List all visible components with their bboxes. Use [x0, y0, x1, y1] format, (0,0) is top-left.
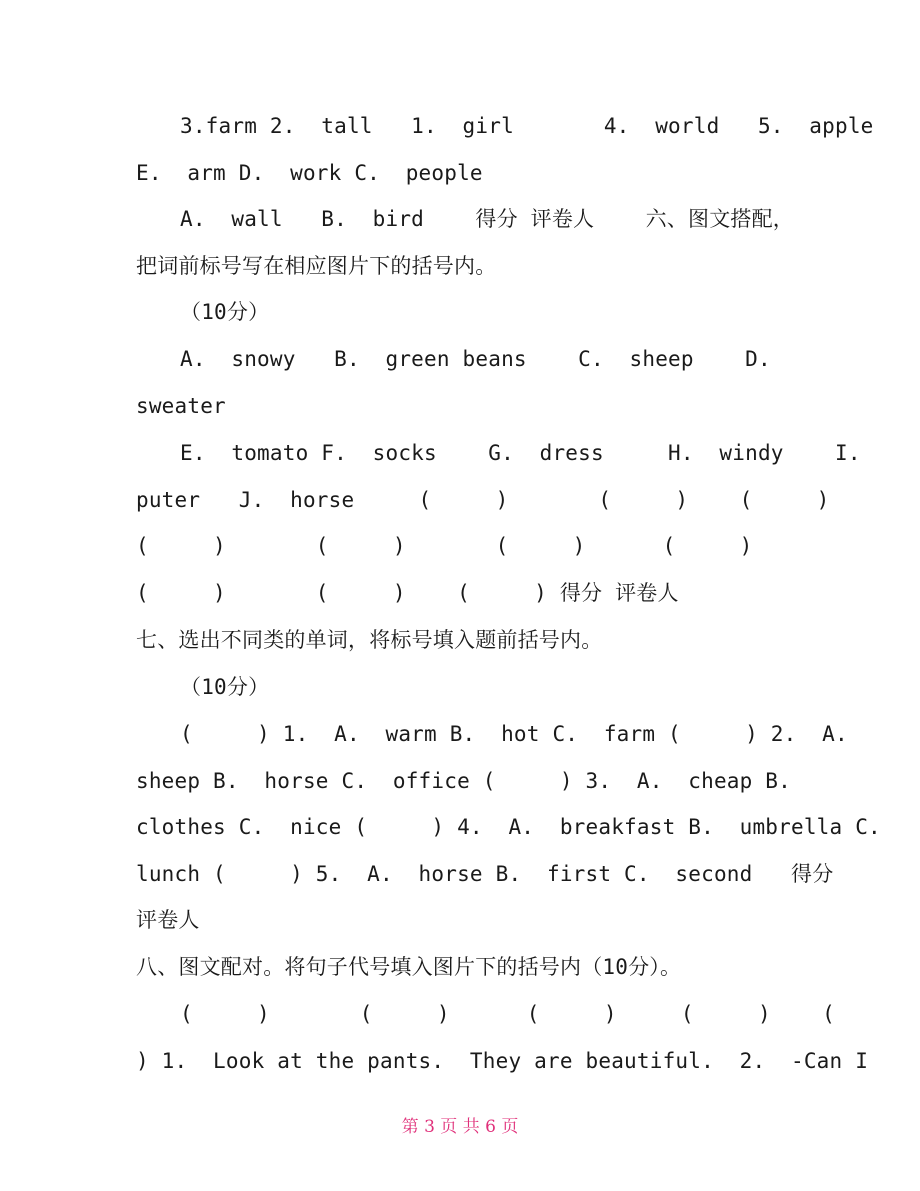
answer-brackets: ( ) ( ) ( ) ( ) — [136, 534, 753, 558]
text-line: clothes C. nice ( ) 4. A. breakfast B. umbrella C. — [136, 815, 881, 839]
answer-brackets: ( ) ( ) ( ) 得分 评卷人 — [136, 581, 679, 605]
text-line: sweater — [136, 394, 226, 418]
text-line: E. tomato F. socks G. dress H. windy I. — [180, 441, 861, 465]
score-note: （10分） — [180, 675, 270, 699]
text-line: ( ) 1. A. warm B. hot C. farm ( ) 2. A. — [180, 722, 848, 746]
answer-brackets: ( ) ( ) ( ) ( ) ( — [180, 1002, 835, 1026]
page-footer: 第 3 页 共 6 页 — [401, 1117, 519, 1137]
text-line: lunch ( ) 5. A. horse B. first C. second 得分 — [136, 862, 834, 886]
score-note: （10分） — [180, 300, 270, 324]
text-line: A. wall B. bird 得分 评卷人 六、图文搭配， — [180, 207, 795, 231]
text-line: 把词前标号写在相应图片下的括号内。 — [136, 254, 497, 278]
text-line: sheep B. horse C. office ( ) 3. A. cheap B. — [136, 769, 791, 793]
text-line: E. arm D. work C. people — [136, 161, 483, 185]
text-line: puter J. horse ( ) ( ) ( ) — [136, 488, 830, 512]
text-line: 评卷人 — [136, 908, 200, 932]
section-heading: 八、图文配对。将句子代号填入图片下的括号内（10分）。 — [136, 955, 682, 979]
text-line: 3.farm 2. tall 1. girl 4. world 5. apple — [180, 114, 874, 138]
text-line: ) 1. Look at the pants. They are beautiful. 2. -Can I — [136, 1049, 869, 1073]
text-line: A. snowy B. green beans C. sheep D. — [180, 347, 771, 371]
section-heading: 七、选出不同类的单词，将标号填入题前括号内。 — [136, 628, 603, 652]
